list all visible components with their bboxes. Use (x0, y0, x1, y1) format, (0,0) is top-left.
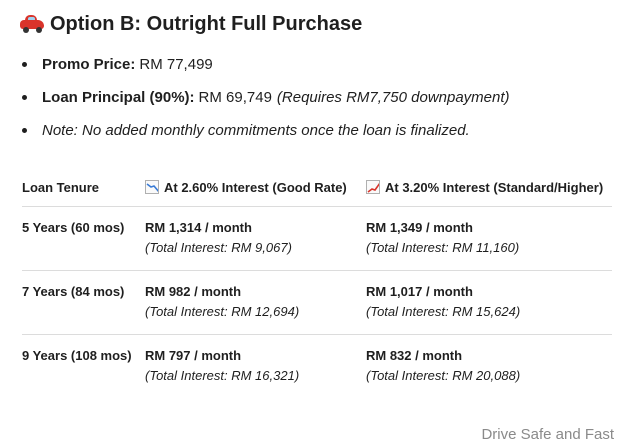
total-interest: (Total Interest: RM 11,160) (366, 240, 520, 255)
row-rate-standard-cell (366, 271, 612, 335)
red-car-icon (20, 15, 44, 33)
header-rate-good (145, 174, 366, 207)
header-loan-tenure: Loan Tenure (22, 174, 145, 207)
total-interest: (Total Interest: RM 16,321) (145, 368, 300, 383)
row-rate-standard-cell (366, 207, 612, 271)
loan-principal-label: Loan Principal (90%): (42, 89, 195, 106)
row-tenure: 7 Years (84 mos) (22, 271, 145, 335)
bullet-dot (22, 62, 27, 67)
row-rate-standard-cell (366, 335, 612, 399)
bullet-loan-principal (22, 81, 612, 114)
bullet-list (22, 48, 612, 147)
row-rate-good-cell (145, 335, 366, 399)
promo-price-label: Promo Price: (42, 56, 136, 73)
chart-increasing-icon (366, 180, 380, 194)
row-tenure: 5 Years (60 mos) (22, 207, 145, 271)
row-rate-good-cell (145, 207, 366, 271)
header-rate-standard-label: At 3.20% Interest (Standard/Higher) (385, 180, 604, 195)
table-row (22, 207, 612, 271)
total-interest: (Total Interest: RM 15,624) (366, 304, 521, 319)
bullet-dot (22, 128, 27, 133)
total-interest: (Total Interest: RM 12,694) (145, 304, 300, 319)
row-tenure: 9 Years (108 mos) (22, 348, 132, 363)
total-interest: (Total Interest: RM 9,067) (145, 240, 292, 255)
downpayment-note: (Requires RM7,750 downpayment) (276, 89, 510, 106)
chart-decreasing-icon (145, 180, 159, 194)
commitment-note: Note: No added monthly commitments once the loan is finalized. (42, 122, 470, 139)
bullet-note (22, 114, 612, 147)
promo-price-value: RM 77,499 (139, 56, 213, 73)
row-rate-good-cell (145, 271, 366, 335)
monthly-payment: RM 797 / month (145, 348, 242, 363)
header-rate-good-label: At 2.60% Interest (Good Rate) (164, 180, 347, 195)
table-header-row (22, 174, 612, 207)
monthly-payment: RM 832 / month (366, 348, 463, 363)
monthly-payment: RM 1,349 / month (366, 220, 473, 235)
watermark: Drive Safe and Fast (481, 426, 614, 443)
header-rate-standard (366, 174, 612, 207)
table-row (22, 335, 612, 399)
section-heading (20, 10, 362, 38)
section-title: Option B: Outright Full Purchase (50, 12, 363, 35)
table-row (22, 271, 612, 335)
total-interest: (Total Interest: RM 20,088) (366, 368, 521, 383)
loan-table (22, 174, 612, 398)
bullet-dot (22, 95, 27, 100)
monthly-payment: RM 1,314 / month (145, 220, 252, 235)
monthly-payment: RM 982 / month (145, 284, 242, 299)
bullet-promo-price (22, 48, 612, 81)
loan-principal-value: RM 69,749 (198, 89, 272, 106)
monthly-payment: RM 1,017 / month (366, 284, 473, 299)
